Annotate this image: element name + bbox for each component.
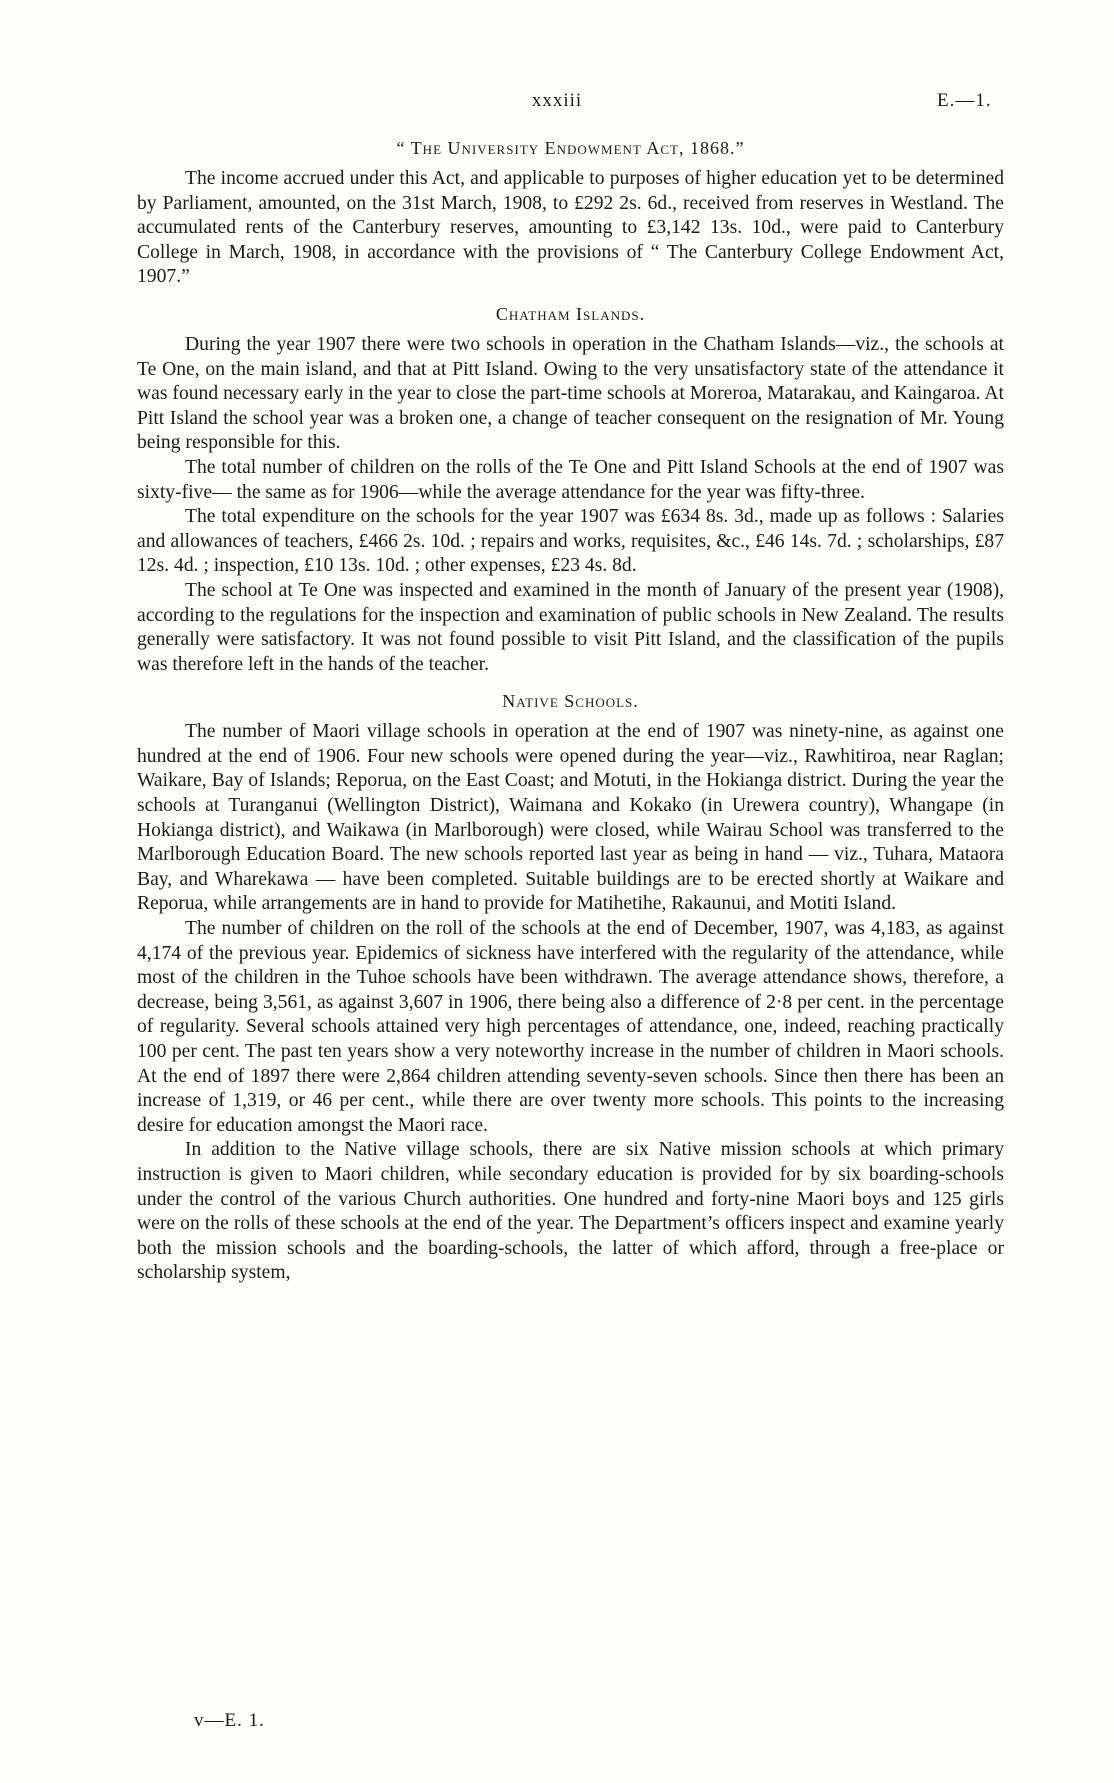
paragraph: The school at Te One was inspected and examined in the month of January of the present year (1908), according to the regulations for the inspection and examination of public schools in New Zealand. The results generally were satisfactory. It was not found possible to visit Pitt Island, and the classification of the pupils was therefore left in the hands of the teacher. [137,579,1004,675]
section-heading: Native Schools. [502,691,639,712]
section-university-endowment [137,138,1004,290]
body-text [137,138,1004,1286]
paragraph: During the year 1907 there were two schools in operation in the Chatham Islands—viz., the schools at Te One, on the main island, and that at Pitt Island. Owing to the very unsatisfactory state of the attendance it was found necessary early in the year to close the part-time schools at Moreroa, Matarakau, and Kaingaroa. At Pitt Island the school year was a broken one, a change of teacher consequent on the resignation of Mr. Young being responsible for this. [137,333,1004,454]
paragraph: The total number of children on the rolls of the Te One and Pitt Island Schools at the end of 1907 was sixty-five— the same as for 1906—while the average attendance for the year was fifty-three. [137,456,1004,503]
section-heading: “ The University Endowment Act, 1868.” [396,138,745,158]
paragraph: The number of children on the roll of the schools at the end of December, 1907, was 4,183, as against 4,174 of the previous year. Epidemics of sickness have interfered with the regularity of the attendance, while most of the children in the Tuhoe schools have been withdrawn. The average attendance shows, therefore, a decrease, being 3,561, as against 3,607 in 1906, there being also a difference of 2·8 per cent. in the percentage of regularity. Several schools attained very high percentages of attendance, one, indeed, reaching practically 100 per cent. The past ten years show a very noteworthy increase in the number of children in Maori schools. At the end of 1897 there were 2,864 children attending seventy-seven schools. Since then there has been an increase of 1,319, or 46 per cent., while there are over twenty more schools. This points to the increasing desire for education amongst the Maori race. [137,918,1004,1136]
section-chatham-islands [137,304,1004,677]
paragraph: The income accrued under this Act, and applicable to purposes of higher education yet to be determined by Parliament, amounted, on the 31st March, 1908, to £292 2s. 6d., received from reserves in Westland. The accumulated rents of the Canterbury reserves, amounting to £3,142 13s. 10d., were paid to Canterbury College in March, 1908, in accordance with the provisions of “ The Canterbury College Endowment Act, 1907.” [137,168,1004,288]
paragraph: In addition to the Native village schools, there are six Native mission schools at which primary instruction is given to Maori children, while secondary education is provided for by six boarding-schools under the control of the various Church authorities. One hundred and forty-nine Maori boys and 125 girls were on the rolls of these schools at the end of the year. The Department’s officers inspect and examine yearly both the mission schools and the boarding-schools, the latter of which afford, through a free-place or scholarship system, [137,1139,1004,1284]
paragraph: The total expenditure on the schools for the year 1907 was £634 8s. 3d., made up as follows : Salaries and allowances of teachers, £466 2s. 10d. ; repairs and works, requisites, &c., £46 14s. 7d. ; scholarships, £87 12s. 4d. ; inspection, £10 13s. 10d. ; other expenses, £23 4s. 8d. [137,506,1004,577]
section-native-schools [137,691,1004,1286]
document-reference: E.—1. [937,90,992,111]
section-heading: Chatham Islands. [495,303,646,324]
signature-mark: v—E. 1. [194,1710,265,1731]
paragraph: The number of Maori village schools in operation at the end of 1907 was ninety-nine, as against one hundred at the end of 1906. Four new schools were opened during the year—viz., Rawhitiroa, near Raglan; Waikare, Bay of Islands; Reporua, on the East Coast; and Motuti, in the Hokianga district. During the year the schools at Turanganui (Wellington District), Waimana and Kokako (in Urewera country), Whangape (in Hokianga district), and Waikawa (in Marlborough) were closed, while Wairau School was transferred to the Marlborough Education Board. The new schools reported last year as being in hand — viz., Tuhara, Mataora Bay, and Wharekawa — have been completed. Suitable buildings are to be erected shortly at Waikare and Reporua, while arrangements are in hand to provide for Matihetihe, Rakaunui, and Motiti Island. [137,721,1004,915]
page-number: xxxiii [531,90,583,111]
